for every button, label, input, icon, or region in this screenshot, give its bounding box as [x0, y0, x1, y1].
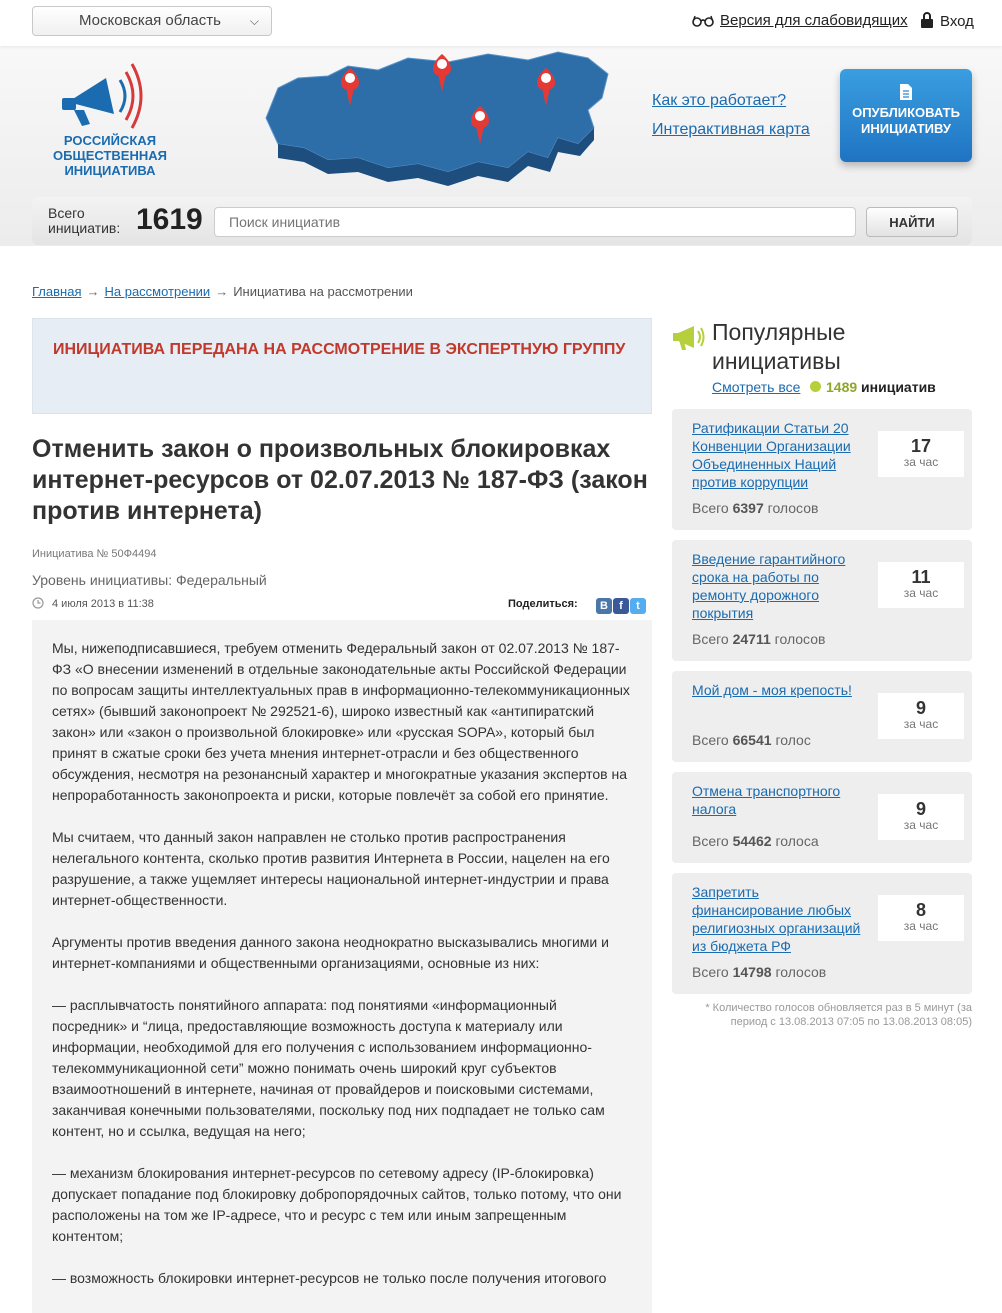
breadcrumb-section[interactable]: На рассмотрении: [104, 284, 211, 299]
how-it-works-link[interactable]: Как это работает?: [652, 92, 787, 109]
megaphone-icon: [672, 322, 706, 352]
body-paragraph: Аргументы против введения данного закона неоднократно высказывались многими и интернет-компаниями и общественными организациями, основные из них:: [52, 934, 609, 971]
rate-number: 8: [915, 900, 926, 920]
popular-count-number: 1489: [826, 379, 858, 395]
breadcrumb-current: Инициатива на рассмотрении: [233, 284, 413, 299]
page-title: Отменить закон о произвольных блокировках интернет-ресурсов от 02.07.2013 № 187-ФЗ (закон против интернета): [32, 435, 648, 525]
popular-item-total: [692, 964, 826, 980]
rate-unit: за час: [903, 586, 939, 600]
popular-item-total: [692, 631, 825, 647]
vk-icon[interactable]: B: [596, 598, 612, 614]
popular-item: [672, 772, 972, 863]
popular-item-total-prefix: Всего: [692, 631, 729, 647]
megaphone-logo-icon[interactable]: [54, 60, 164, 130]
popular-item-total: [692, 833, 819, 849]
top-bar: [0, 0, 1002, 46]
search-button[interactable]: НАЙТИ: [866, 207, 958, 237]
breadcrumb-separator: →: [86, 284, 100, 299]
status-text: ИНИЦИАТИВА ПЕРЕДАНА НА РАССМОТРЕНИЕ В ЭКСПЕРТНУЮ ГРУППУ: [53, 341, 626, 358]
popular-item: [672, 671, 972, 762]
glasses-icon: [692, 15, 714, 27]
popular-item-total-prefix: Всего: [692, 500, 729, 516]
initiative-number: Инициатива № 50Ф4494: [32, 548, 157, 560]
votes-footnote: * Количество голосов обновляется раз в 5 минут (за период с 13.08.2013 07:05 по 13.08.2013 08:05): [705, 1002, 972, 1028]
search-input[interactable]: [214, 207, 856, 237]
total-initiatives-count: 1619: [136, 203, 203, 236]
popular-item-link[interactable]: Отмена транспортного налога: [692, 783, 841, 817]
rate-number: 9: [915, 799, 926, 819]
search-bar: [32, 197, 972, 245]
breadcrumb-home[interactable]: Главная: [32, 284, 82, 299]
popular-item-votes-word: голосов: [775, 964, 827, 980]
region-select[interactable]: [32, 6, 272, 36]
login-link[interactable]: [920, 12, 974, 30]
rate-unit: за час: [903, 717, 939, 731]
initiative-level: Уровень инициативы: Федеральный: [32, 572, 267, 588]
popular-item-total-prefix: Всего: [692, 964, 729, 980]
facebook-icon[interactable]: f: [613, 598, 629, 614]
popular-title: Популярные инициативы: [712, 319, 846, 374]
low-vision-link[interactable]: Версия для слабовидящих: [720, 12, 908, 29]
popular-item-link[interactable]: Введение гарантийного срока на работы по ремонту дорожного покрытия: [692, 551, 846, 621]
popular-item: [672, 540, 972, 661]
popular-item-votes: 6397: [732, 500, 764, 516]
popular-item-total-prefix: Всего: [692, 732, 729, 748]
publish-button-label: ОПУБЛИКОВАТЬ ИНИЦИАТИВУ: [852, 105, 960, 136]
body-paragraph: — возможность блокировки интернет-ресурсов не только после получения итогового: [52, 1270, 607, 1286]
popular-item-votes-word: голос: [775, 732, 811, 748]
login-label: Вход: [940, 13, 974, 30]
see-all-link[interactable]: Смотреть все: [712, 379, 801, 395]
rate-unit: за час: [903, 455, 939, 469]
rate-unit: за час: [903, 818, 939, 832]
rate-number: 17: [910, 436, 932, 456]
initiative-date: [32, 597, 154, 610]
popular-item-votes: 14798: [732, 964, 772, 980]
total-initiatives-label: Всего инициатив:: [48, 205, 121, 236]
logo-text: РОССИЙСКАЯ ОБЩЕСТВЕННАЯ ИНИЦИАТИВА: [53, 133, 167, 178]
clock-icon: [32, 597, 44, 609]
popular-item-votes-word: голоса: [775, 833, 819, 849]
rate-number: 9: [915, 698, 926, 718]
popular-count-word: инициатив: [861, 379, 936, 395]
rate-number: 11: [911, 567, 931, 587]
share-icons: [596, 596, 647, 614]
popular-item-rate: [878, 431, 964, 477]
status-dot: [810, 381, 821, 392]
initiative-body: [32, 620, 652, 1313]
body-paragraph: — расплывчатость понятийного аппарата: под понятиями «информационный посредник» и “лица, предоставляющие возможность доступа к материалу или информации, необходимой для его получения с использованием информационно-телекоммуникационной сети” можно понимать очень широкий круг субъектов взаимоотношений в интернете, начиная от провайдеров и поисковыми системами, заканчивая конечными пользователями, поскольку под них подпадает не только сам контент, но и ссылка, ведущая на него;: [52, 997, 605, 1139]
date-text: 4 июля 2013 в 11:38: [52, 598, 154, 610]
publish-initiative-button[interactable]: [840, 69, 972, 162]
popular-item-link[interactable]: Запретить финансирование любых религиозных организаций из бюджета РФ: [692, 884, 861, 954]
popular-item: [672, 873, 972, 994]
lock-icon: [920, 12, 934, 28]
popular-item-votes: 66541: [732, 732, 772, 748]
popular-item-votes-word: голосов: [767, 500, 819, 516]
popular-item-rate: [878, 562, 964, 608]
breadcrumb: [32, 284, 413, 299]
popular-item-rate: [878, 895, 964, 941]
chevron-down-icon: ⌵: [249, 14, 259, 28]
body-paragraph: Мы считаем, что данный закон направлен не столько против распространения нелегального контента, сколько против развития Интернета в России, нацелен на его разрушение, а также ущемляет интересы национальной интернет-индустрии и права интернет-общественности.: [52, 829, 610, 908]
popular-item-votes-word: голосов: [774, 631, 826, 647]
popular-item-votes: 54462: [732, 833, 772, 849]
body-paragraph: Мы, нижеподписавшиеся, требуем отменить Федеральный закон от 02.07.2013 № 187-ФЗ «О внесении изменений в отдельные законодательные акты Российской Федерации по вопросам защиты интеллектуальных прав в информационно-телекоммуникационных сетях» (бывший законопроект № 292521-6), широко известный как «антипиратский закон» или «закон о произвольной блокировке» или «русская SOPA», который был принят в сжатые сроки без учета мнения интернет-отрасли и без общественного обсуждения, несмотря на резонансный характер и многократные указания экспертов на непроработанность законопроекта и риски, которые повлечёт за собой его принятие.: [52, 640, 630, 803]
popular-count: [826, 379, 936, 395]
popular-item-link[interactable]: Мой дом - моя крепость!: [692, 682, 852, 698]
twitter-icon[interactable]: t: [630, 598, 646, 614]
popular-item: [672, 409, 972, 530]
interactive-map-link[interactable]: Интерактивная карта: [652, 121, 810, 138]
rate-unit: за час: [903, 919, 939, 933]
low-vision-version[interactable]: [692, 12, 908, 29]
document-icon: [898, 83, 914, 101]
share-label: Поделиться:: [508, 598, 578, 610]
popular-item-votes: 24711: [732, 631, 771, 647]
popular-item-total: [692, 500, 818, 516]
popular-item-total: [692, 732, 811, 748]
popular-item-total-prefix: Всего: [692, 833, 729, 849]
breadcrumb-separator: →: [215, 284, 229, 299]
status-banner: [32, 318, 652, 414]
body-paragraph: — механизм блокирования интернет-ресурсов по сетевому адресу (IP-блокировка) допускает попадание под блокировку добропорядочных сайтов, только потому, что они расположены на том же IP-адресе, что и ресурс с тем или иным запрещенным контентом;: [52, 1165, 622, 1244]
russia-map-image[interactable]: [258, 48, 618, 193]
region-select-value: Московская область: [79, 12, 221, 29]
popular-item-rate: [878, 794, 964, 840]
popular-item-rate: [878, 693, 964, 739]
popular-item-link[interactable]: Ратификации Статьи 20 Конвенции Организации Объединенных Наций против коррупции: [692, 420, 851, 490]
